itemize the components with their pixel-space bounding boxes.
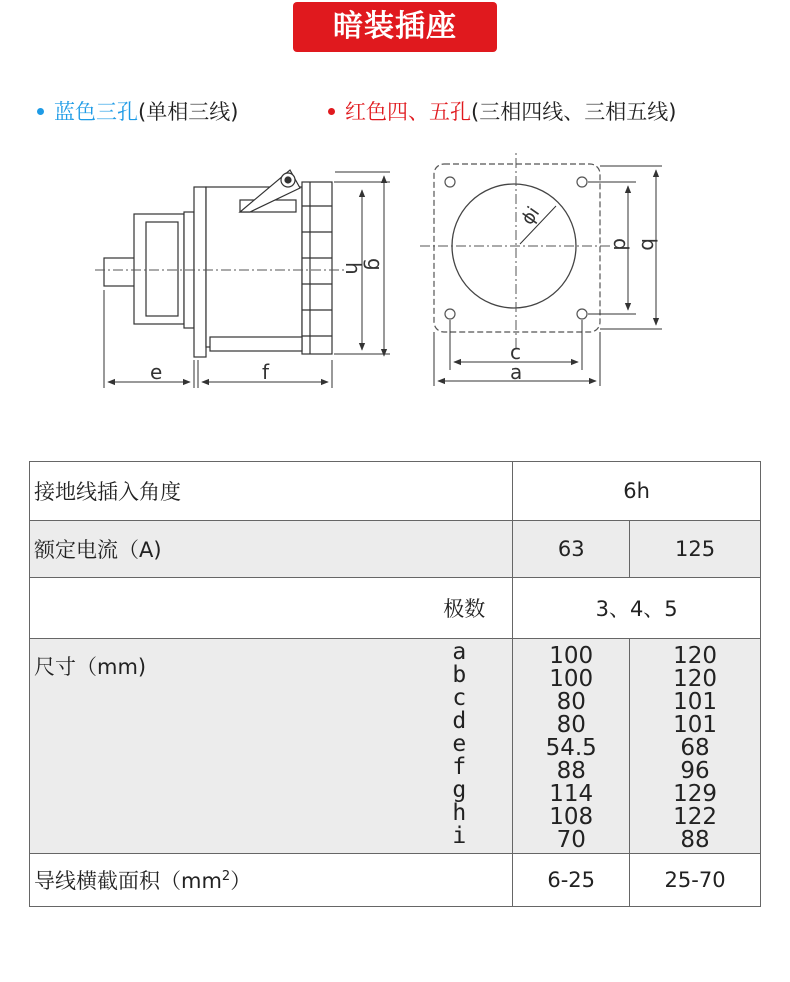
dim-value: 68 — [680, 735, 710, 761]
dimension-keys — [452, 641, 466, 848]
dim-value: 80 — [556, 712, 586, 738]
dim-value: 88 — [556, 758, 586, 784]
legend-red-desc: (三相四线、三相五线) — [471, 100, 677, 124]
front-view — [434, 164, 600, 332]
dim-g-label: g — [363, 258, 387, 271]
legend-blue — [37, 96, 238, 126]
dim-f-label: f — [262, 360, 270, 384]
table-row — [30, 578, 761, 639]
blue-bullet-icon — [37, 108, 44, 115]
table-row — [30, 639, 761, 854]
dimensions-63-column — [513, 639, 630, 854]
table-row — [30, 462, 761, 521]
dim-key: e — [452, 731, 467, 757]
dim-e-label: e — [150, 360, 163, 384]
dim-key: b — [452, 662, 467, 688]
legend-blue-label: 蓝色三孔 — [54, 100, 138, 124]
dimensions-cell — [30, 639, 513, 854]
rated-current-label: 额定电流（A) — [30, 521, 513, 578]
dim-key: a — [452, 639, 467, 665]
rated-current-63: 63 — [513, 521, 630, 578]
red-bullet-icon — [328, 108, 335, 115]
dim-value: 101 — [673, 689, 718, 715]
spec-table — [29, 461, 761, 907]
dim-b-label: b — [637, 238, 661, 251]
dim-value: 120 — [673, 643, 718, 669]
dim-value: 54.5 — [545, 735, 597, 761]
legend-red — [328, 96, 676, 126]
page-title: 暗装插座 — [293, 2, 497, 52]
dimensions-label: 尺寸（mm) — [34, 655, 147, 679]
dim-key: i — [452, 823, 467, 849]
poles-label: 极数 — [30, 578, 513, 639]
dim-phi-label: ϕi — [517, 202, 545, 229]
legend-blue-desc: (单相三线) — [138, 100, 239, 124]
cross-section-125: 25-70 — [630, 854, 761, 907]
poles-value: 3、4、5 — [513, 578, 761, 639]
dim-d-label: d — [609, 238, 633, 251]
dim-value: 96 — [680, 758, 710, 784]
dim-value: 70 — [556, 827, 586, 853]
cross-section-label: 导线横截面积$(mm^2)$ — [30, 854, 513, 907]
ground-angle-value: 6h — [513, 462, 761, 521]
dim-key: g — [452, 777, 467, 803]
dim-key: f — [452, 754, 467, 780]
dim-h-label: h — [341, 262, 365, 275]
dim-value: 108 — [549, 804, 594, 830]
dim-key: h — [452, 800, 467, 826]
table-row — [30, 521, 761, 578]
cross-section-63: 6-25 — [513, 854, 630, 907]
side-view — [104, 170, 332, 357]
dimension-drawing — [0, 150, 790, 400]
dim-value: 120 — [673, 666, 718, 692]
dim-value: 88 — [680, 827, 710, 853]
dim-key: d — [452, 708, 467, 734]
dim-a-label: a — [510, 360, 523, 384]
dim-value: 114 — [549, 781, 594, 807]
dim-value: 80 — [556, 689, 586, 715]
legend-red-label: 红色四、五孔 — [345, 100, 471, 124]
dimensions-125-column — [630, 639, 761, 854]
dim-key: c — [452, 685, 467, 711]
table-row — [30, 854, 761, 907]
dim-value: 100 — [549, 666, 594, 692]
dim-value: 129 — [673, 781, 718, 807]
dim-c-label: c — [510, 340, 521, 364]
ground-angle-label: 接地线插入角度 — [30, 462, 513, 521]
dim-value: 122 — [673, 804, 718, 830]
dim-value: 100 — [549, 643, 594, 669]
dim-value: 101 — [673, 712, 718, 738]
rated-current-125: 125 — [630, 521, 761, 578]
